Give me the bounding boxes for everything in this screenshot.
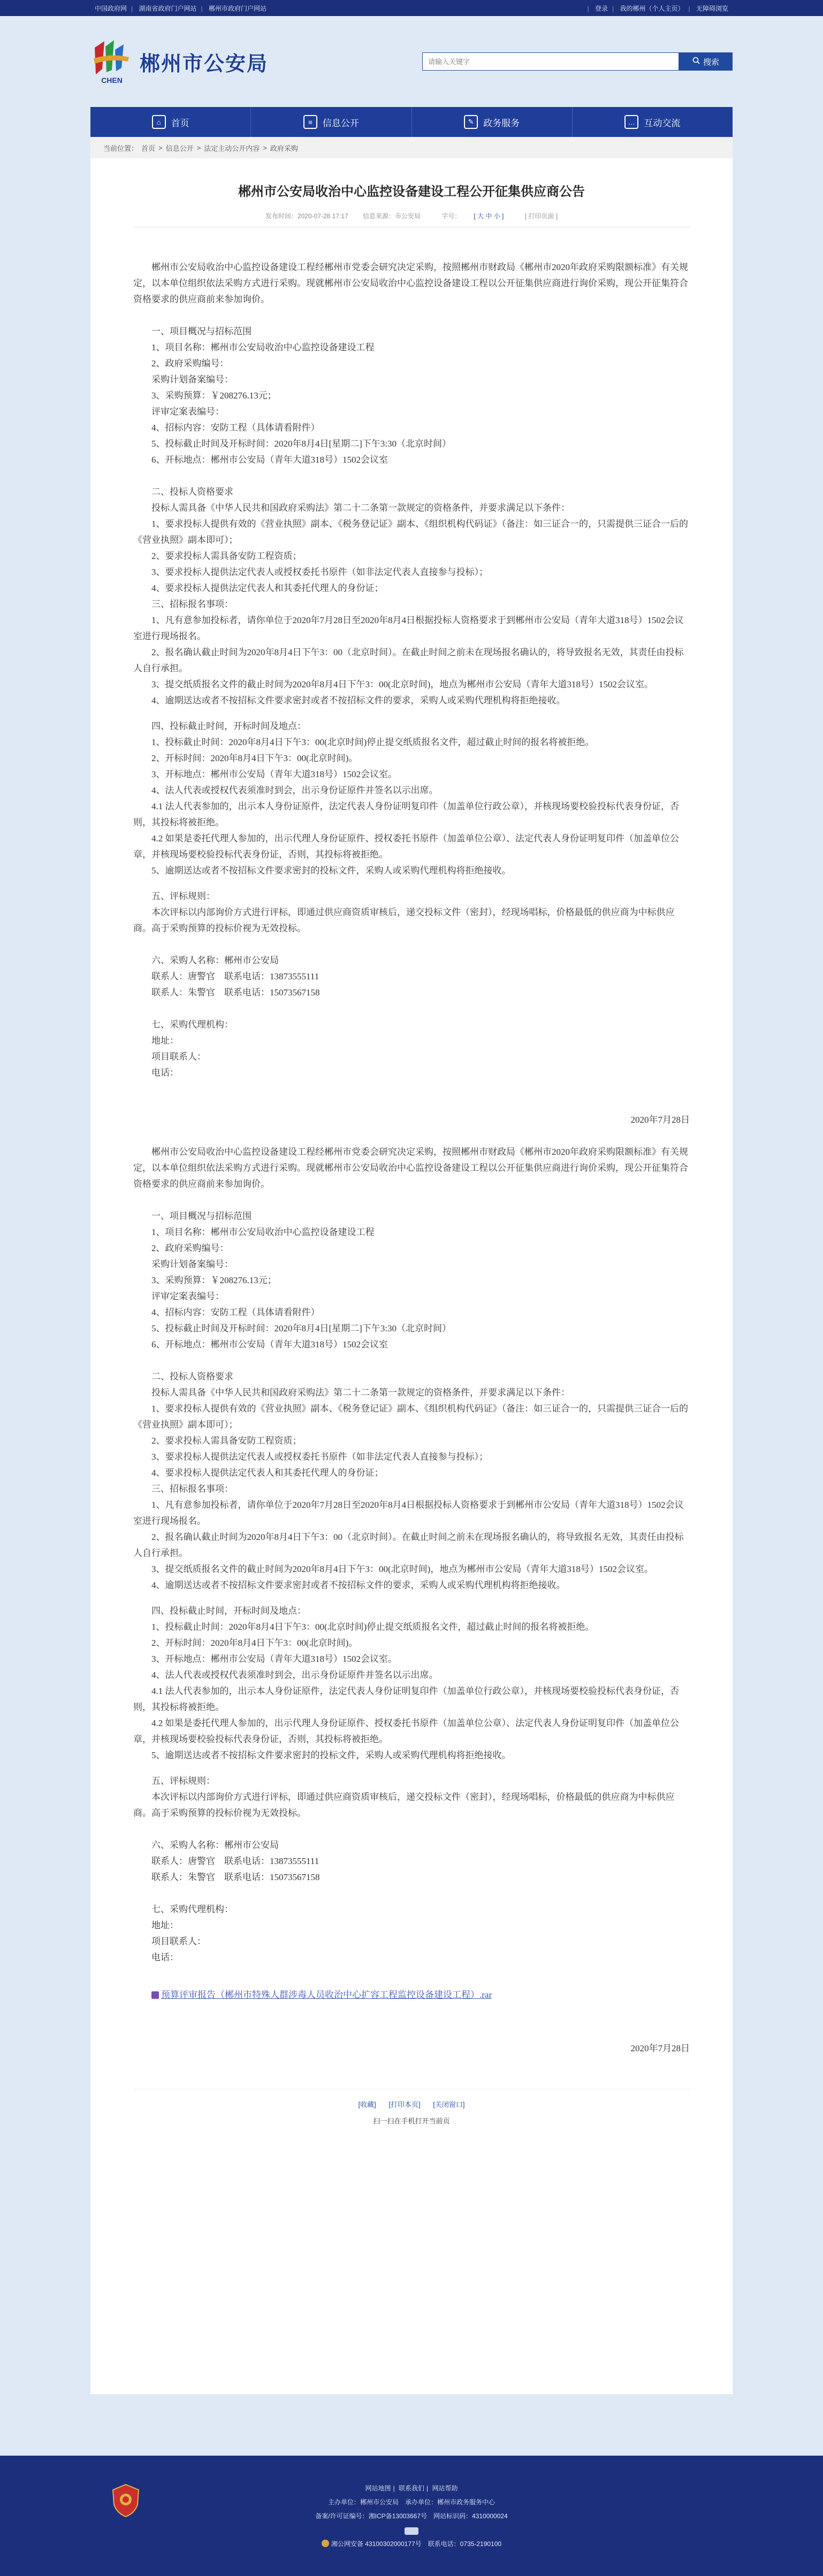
text-line: 2、报名确认截止时间为2020年8月4日下午3：00（北京时间）。在截止时间之前未在现场报名确认的，将导致报名无效，其责任由投标人自行承担。 (133, 1532, 684, 1558)
section-heading: 四、投标截止时间，开标时间及地点： (151, 721, 306, 731)
text-line: 电话： (151, 1952, 179, 1962)
section-heading: 六、采购人名称：郴州市公安局 (151, 1840, 279, 1850)
notice-block-1 (133, 259, 690, 1144)
footer-contact-link[interactable]: 联系我们 (398, 2485, 424, 2492)
section-heading: 七、采购代理机构： (151, 1019, 233, 1030)
text-line: 4、法人代表或授权代表须准时到会，出示身份证原件并签名以示出席。 (151, 785, 438, 795)
text-line: 投标人需具备《中华人民共和国政府采购法》第二十二条第一款规定的资格条件，并要求满足以下条件： (151, 1387, 570, 1398)
footer-help-link[interactable]: 网站帮助 (432, 2485, 458, 2492)
text-line: 3、开标地点：郴州市公安局（青年大道318号）1502会议室。 (151, 769, 397, 779)
text-line: 4.1 法人代表参加的，出示本人身份证原件，法定代表人身份证明复印件（加盖单位行政公章），并核现场要校验投标代表身份证，否则，其投标将被拒绝。 (133, 1686, 679, 1712)
article-body (133, 259, 690, 2057)
link-gov-cn[interactable]: 中国政府网 (95, 4, 127, 12)
breadcrumb-procurement[interactable]: 政府采购 (270, 144, 298, 152)
text-line: 3、开标地点：郴州市公安局（青年大道318号）1502会议室。 (151, 1654, 397, 1664)
site-header (90, 16, 733, 107)
site-footer (0, 2456, 823, 2576)
search-bar (422, 52, 733, 71)
section-heading: 三、招标报名事项： (151, 1484, 233, 1494)
nav-info-public[interactable] (251, 107, 411, 137)
favorite-button[interactable]: [收藏] (358, 2100, 376, 2109)
section-heading: 五、评标规则： (151, 891, 215, 901)
article-tools (133, 2089, 690, 2109)
article (90, 181, 733, 2126)
text-line: 3、采购预算：￥208276.13元； (151, 390, 277, 401)
breadcrumb-info-public[interactable]: 信息公开 (165, 144, 194, 152)
text-line: 2、政府采购编号： (151, 358, 229, 369)
text-line: 1、投标截止时间：2020年8月4日下午3：00(北京时间)停止提交纸质报名文件，超过截止时间的报名将被拒绝。 (151, 737, 595, 747)
text-line: 1、要求投标人提供有效的《营业执照》副本、《税务登记证》副本、《组织机构代码证》（备注：如三证合一的，只需提供三证合一后的《营业执照》副本即可）； (133, 1404, 688, 1430)
main-content (90, 137, 733, 2394)
text-line: 5、投标截止时间及开标时间：2020年8月4日[星期二]下午3:30（北京时间） (151, 1323, 452, 1333)
text-line: 4、招标内容：安防工程（具体请看附件） (151, 1307, 320, 1317)
top-links-right: | 登录 | 我的郴州（个人主页） | 无障碍浏览 (587, 4, 728, 12)
text-line: 评审定案表编号： (151, 407, 224, 417)
police-emblem-icon (111, 2483, 141, 2518)
police-record-icon (322, 2540, 329, 2547)
site-name: 郴州市公安局 (140, 52, 269, 75)
print-page-button[interactable]: [打印本页] (388, 2100, 421, 2109)
notice-date: 2020年7月28日 (630, 1115, 690, 1125)
search-button[interactable] (679, 52, 733, 71)
breadcrumb-statutory[interactable]: 法定主动公开内容 (204, 144, 260, 152)
text-line: 4、逾期送达或者不按招标文件要求密封或者不按招标文件的要求，采购人或采购代理机构将拒绝接收。 (151, 1580, 566, 1590)
login-link[interactable]: 登录 (595, 4, 608, 12)
intro-paragraph: 郴州市公安局收治中心监控设备建设工程经郴州市党委会研究决定采购，按照郴州市财政局《郴州市2020年政府采购限额标准》有关规定，以本单位组织依法采购方式进行采购。现就郴州市公安局收治中心监控设备建设工程以公开征集供应商进行询价采购，现公开征集符合资格要求的供应商前来参加询价。 (133, 1147, 688, 1189)
text-line: 3、提交纸质报名文件的截止时间为2020年8月4日下午3：00(北京时间)，地点为郴州市公安局（青年大道318号）1502会议室。 (151, 1564, 653, 1574)
nav-info-public-label: 信息公开 (322, 118, 359, 128)
text-line: 1、项目名称：郴州市公安局收治中心监控设备建设工程 (151, 1227, 375, 1237)
text-line: 1、凡有意参加投标者，请你单位于2020年7月28日至2020年8月4日根据投标人资格要求于到郴州市公安局（青年大道318号）1502会议室进行现场报名。 (133, 1500, 684, 1526)
search-button-label: 搜索 (703, 57, 719, 67)
text-line: 5、逾期送达或者不按招标文件要求密封的投标文件，采购人或采购代理机构将拒绝接收。 (151, 865, 511, 876)
chat-icon: … (624, 115, 638, 129)
notice-block-2 (133, 1144, 690, 2057)
contact-line: 联系人：朱警官 联系电话：15073567158 (151, 1872, 320, 1882)
text-line: 3、采购预算：￥208276.13元； (151, 1275, 277, 1285)
publish-date: 发布时间：2020-07-28 17:17 (265, 212, 348, 220)
text-line: 4、招标内容：安防工程（具体请看附件） (151, 423, 320, 433)
footer-sitemap-link[interactable]: 网站地图 (365, 2485, 391, 2492)
text-line: 1、要求投标人提供有效的《营业执照》副本、《税务登记证》副本、《组织机构代码证》（备注：如三证合一的，只需提供三证合一后的《营业执照》副本即可）； (133, 519, 688, 545)
search-input[interactable] (422, 52, 679, 71)
text-line: 2、政府采购编号： (151, 1243, 229, 1253)
section-heading: 五、评标规则： (151, 1776, 215, 1786)
my-chenzhou-link[interactable]: 我的郴州（个人主页） (620, 4, 684, 12)
contact-line: 联系人：唐警官 联系电话：13873555111 (151, 971, 319, 982)
text-line: 采购计划备案编号： (151, 1259, 233, 1269)
document-icon: ≡ (303, 115, 317, 129)
pen-icon: ✎ (464, 115, 478, 129)
chen-logo-icon (90, 37, 133, 86)
close-window-button[interactable]: [关闭窗口] (433, 2100, 465, 2109)
section-heading: 一、项目概况与招标范围 (151, 326, 252, 336)
text-line: 2、要求投标人需具备安防工程资质； (151, 1436, 302, 1446)
text-line: 3、要求投标人提供法定代表人或授权委托书原件（如非法定代表人直接参与投标）； (151, 1452, 488, 1462)
print-link[interactable]: [ 打印页面 ] (524, 212, 558, 220)
text-line: 采购计划备案编号： (151, 374, 233, 385)
attachment-link[interactable]: 预算评审报告（郴州市特殊人群涉毒人员收治中心扩容工程监控设备建设工程）.rar (151, 1990, 492, 2000)
section-heading: 二、投标人资格要求 (151, 1371, 233, 1382)
text-line: 4.1 法人代表参加的，出示本人身份证原件，法定代表人身份证明复印件（加盖单位行政公章），并核现场要校验投标代表身份证，否则，其投标将被拒绝。 (133, 801, 679, 827)
accessibility-link[interactable]: 无障碍浏览 (696, 4, 728, 12)
text-line: 2、要求投标人需具备安防工程资质； (151, 551, 302, 561)
link-chenzhou-gov[interactable]: 郴州市政府门户网站 (208, 4, 266, 12)
link-hunan-gov[interactable]: 湖南省政府门户网站 (139, 4, 197, 12)
footer-host: 主办单位：郴州市公安局 承办单位：郴州市政务服务中心 (327, 2498, 495, 2506)
text-line: 4、逾期送达或者不按招标文件要求密封或者不按招标文件的要求，采购人或采购代理机构将拒绝接收。 (151, 695, 566, 706)
text-line: 投标人需具备《中华人民共和国政府采购法》第二十二条第一款规定的资格条件，并要求满足以下条件： (151, 503, 570, 513)
site-logo[interactable] (90, 37, 268, 86)
text-line: 3、要求投标人提供法定代表人或授权委托书原件（如非法定代表人直接参与投标）； (151, 567, 488, 577)
text-line: 项目联系人： (151, 1052, 206, 1062)
nav-interaction-label: 互动交流 (644, 118, 681, 128)
section-heading: 一、项目概况与招标范围 (151, 1211, 252, 1221)
section-heading: 四、投标截止时间，开标时间及地点： (151, 1606, 306, 1616)
footer-police-record: 湘公网安备 43100302000177号 联系电话：0735-2190100 (331, 2540, 502, 2548)
text-line: 4.2 如果是委托代理人参加的，出示代理人身份证原件、授权委托书原件（加盖单位公章）、法定代表人身份证明复印件（加盖单位公章，并核现场要校验投标代表身份证，否则，其投标将被拒绝。 (133, 833, 679, 860)
breadcrumb-prefix: 当前位置： (103, 144, 139, 152)
text-line: 4.2 如果是委托代理人参加的，出示代理人身份证原件、授权委托书原件（加盖单位公章）、法定代表人身份证明复印件（加盖单位公章，并核现场要校验投标代表身份证，否则，其投标将被拒绝。 (133, 1718, 679, 1744)
text-line: 6、开标地点：郴州市公安局（青年大道318号）1502会议室 (151, 455, 388, 465)
top-bar (0, 0, 823, 16)
nav-interaction[interactable] (573, 107, 733, 137)
text-line: 4、要求投标人提供法定代表人和其委托代理人的身份证； (151, 583, 384, 593)
top-links-left: 中国政府网 | 湖南省政府门户网站 | 郴州市政府门户网站 (95, 4, 266, 12)
main-nav (90, 107, 733, 137)
nav-home[interactable] (90, 107, 251, 137)
nav-home-label: 首页 (171, 118, 189, 128)
footer-info (90, 2456, 733, 2551)
text-line: 本次评标以内部询价方式进行评标，即通过供应商资质审核后，递交投标文件（密封），经现场唱标，价格最低的供应商为中标供应商。高于采购预算的投标价视为无效投标。 (133, 907, 675, 933)
intro-paragraph: 郴州市公安局收治中心监控设备建设工程经郴州市党委会研究决定采购，按照郴州市财政局《郴州市2020年政府采购限额标准》有关规定，以本单位组织依法采购方式进行采购。现就郴州市公安局收治中心监控设备建设工程以公开征集供应商进行询价采购，现公开征集符合资格要求的供应商前来参加询价。 (133, 262, 688, 304)
text-line: 4、要求投标人提供法定代表人和其委托代理人的身份证； (151, 1468, 384, 1478)
svg-text:CHEN: CHEN (101, 76, 123, 85)
text-line: 1、投标截止时间：2020年8月4日下午3：00(北京时间)停止提交纸质报名文件，超过截止时间的报名将被拒绝。 (151, 1622, 595, 1632)
section-heading: 二、投标人资格要求 (151, 487, 233, 497)
contact-line: 联系人：唐警官 联系电话：13873555111 (151, 1856, 319, 1866)
text-line: 4、法人代表或授权代表须准时到会，出示身份证原件并签名以示出席。 (151, 1670, 438, 1680)
text-line: 评审定案表编号： (151, 1291, 224, 1301)
breadcrumb-home[interactable]: 首页 (141, 144, 156, 152)
text-line: 2、开标时间：2020年8月4日下午3：00(北京时间)。 (151, 753, 358, 763)
text-line: 电话： (151, 1068, 179, 1078)
nav-gov-service-label: 政务服务 (483, 118, 520, 128)
final-date: 2020年7月28日 (630, 2043, 690, 2053)
home-icon: ⌂ (152, 115, 166, 129)
text-line: 6、开标地点：郴州市公安局（青年大道318号）1502会议室 (151, 1339, 388, 1350)
nav-gov-service[interactable] (412, 107, 573, 137)
text-line: 5、逾期送达或者不按招标文件要求密封的投标文件，采购人或采购代理机构将拒绝接收。 (151, 1750, 511, 1760)
font-size-control: 字号： [ 大 中 小 ] (441, 212, 504, 220)
section-heading: 六、采购人名称：郴州市公安局 (151, 955, 279, 965)
text-line: 项目联系人： (151, 1936, 206, 1946)
page-title: 郴州市公安局收治中心监控设备建设工程公开征集供应商公告 (238, 185, 585, 199)
footer-record: 备案/许可证编号：湘ICP备13003667号 网站标识码：4310000024 (315, 2512, 508, 2520)
text-line: 地址： (151, 1920, 179, 1930)
search-icon (692, 57, 700, 66)
text-line: 地址： (151, 1036, 179, 1046)
contact-line: 联系人：朱警官 联系电话：15073567158 (151, 987, 320, 998)
text-line: 5、投标截止时间及开标时间：2020年8月4日[星期二]下午3:30（北京时间） (151, 439, 452, 449)
text-line: 本次评标以内部询价方式进行评标，即通过供应商资质审核后，递交投标文件（密封），经现场唱标，价格最低的供应商为中标供应商。高于采购预算的投标价视为无效投标。 (133, 1792, 675, 1818)
gov-site-badge[interactable] (405, 2527, 418, 2535)
text-line: 1、凡有意参加投标者，请你单位于2020年7月28日至2020年8月4日根据投标人资格要求于到郴州市公安局（青年大道318号）1502会议室进行现场报名。 (133, 615, 684, 641)
section-heading: 三、招标报名事项： (151, 599, 233, 609)
footer-links: 网站地图 | 联系我们 | 网站帮助 (365, 2485, 458, 2492)
section-heading: 七、采购代理机构： (151, 1904, 233, 1914)
text-line: 2、报名确认截止时间为2020年8月4日下午3：00（北京时间）。在截止时间之前未在现场报名确认的，将导致报名无效，其责任由投标人自行承担。 (133, 647, 684, 673)
breadcrumb: 当前位置： 首页 > 信息公开 > 法定主动公开内容 > 政府采购 (90, 137, 733, 158)
text-line: 3、提交纸质报名文件的截止时间为2020年8月4日下午3：00(北京时间)，地点为郴州市公安局（青年大道318号）1502会议室。 (151, 679, 653, 689)
article-meta (133, 211, 690, 227)
font-size-options[interactable]: [ 大 中 小 ] (474, 212, 504, 220)
qr-caption: 扫一扫在手机打开当前页 (373, 2117, 450, 2125)
text-line: 1、项目名称：郴州市公安局收治中心监控设备建设工程 (151, 342, 375, 352)
info-source: 信息来源：市公安局 (363, 212, 421, 220)
text-line: 2、开标时间：2020年8月4日下午3：00(北京时间)。 (151, 1638, 358, 1648)
